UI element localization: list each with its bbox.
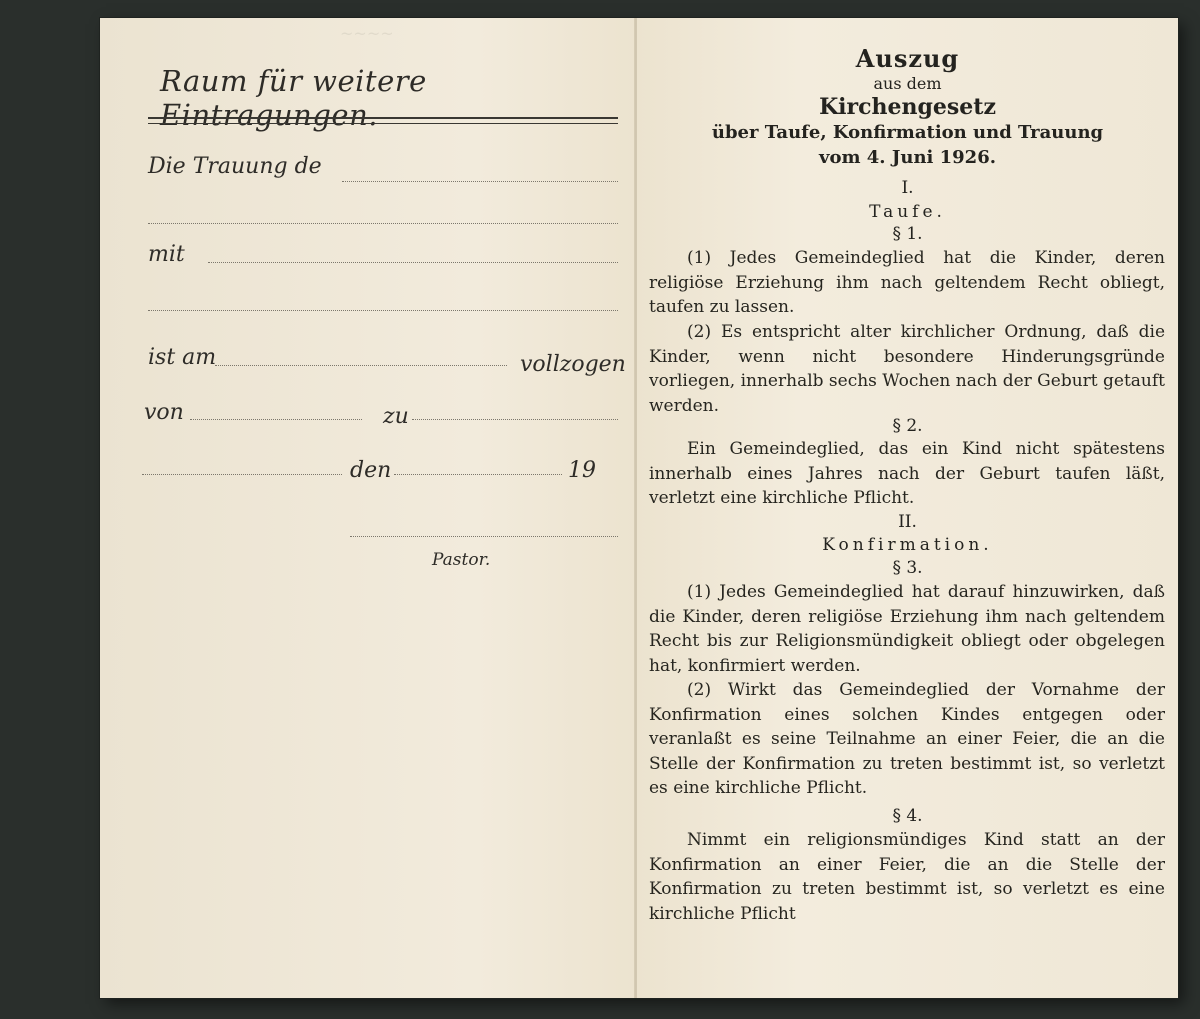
label-vollzogen: vollzogen [520, 352, 626, 377]
label-mit: mit [148, 242, 185, 267]
show-through-decoration: ~~~~ [340, 24, 394, 43]
fill-line-trauung[interactable] [342, 181, 618, 182]
fill-line-mit[interactable] [208, 262, 618, 263]
section-2-paragraph-1: Ein Gemeindeglied, das ein Kind nicht spätestens innerhalb eines Jahres nach der Geburt taufen läßt, verletzt eine kirchliche Pflicht. [649, 439, 1165, 508]
section-3-heading: § 3. [892, 558, 923, 578]
fill-line-ist-am[interactable] [215, 365, 507, 366]
label-ist-am: ist am [148, 345, 217, 370]
label-year-19: 19 [568, 458, 596, 483]
part-1-numeral: I. [901, 178, 914, 198]
part-2-title: Konfirmation. [822, 535, 993, 555]
fill-line-place[interactable] [142, 474, 342, 475]
title-auszug: Auszug [855, 44, 960, 73]
fill-line-den[interactable] [394, 474, 562, 475]
section-2-heading: § 2. [892, 416, 923, 436]
section-4-paragraph-1: Nimmt ein religionsmündiges Kind statt an der Konfirmation an einer Feier, die an die Stelle der Konfirmation zu treten bestimmt ist, so verletzt es eine kirchliche Pflicht [649, 830, 1165, 924]
fill-line-2[interactable] [148, 223, 618, 224]
section-4-heading: § 4. [892, 806, 923, 826]
section-1-paragraph-1: (1) Jedes Gemeindeglied hat die Kinder, deren religiöse Erziehung ihm nach geltendem Recht obliegt, taufen zu lassen. [649, 248, 1165, 317]
label-den: den [350, 458, 392, 483]
fill-line-4[interactable] [148, 310, 618, 311]
title-aus-dem: aus dem [873, 74, 942, 93]
fill-line-zu[interactable] [412, 419, 618, 420]
part-1-title: Taufe. [869, 202, 946, 222]
section-1-paragraph-2: (2) Es entspricht alter kirchlicher Ordnung, daß die Kinder, wenn nicht besondere Hinderungsgründe vorliegen, innerhalb sechs Wochen nach der Geburt getauft werden. [649, 322, 1165, 416]
title-kirchengesetz: Kirchengesetz [819, 94, 996, 120]
left-page [100, 18, 636, 998]
title-date: vom 4. Juni 1926. [819, 147, 996, 168]
label-von: von [144, 400, 184, 425]
label-pastor: Pastor. [432, 550, 491, 570]
booklet [100, 18, 1178, 998]
label-die-trauung: Die Trauung de [148, 154, 322, 179]
fill-line-von[interactable] [190, 419, 362, 420]
fill-line-signature[interactable] [350, 536, 618, 537]
section-3-paragraph-2: (2) Wirkt das Gemeindeglied der Vornahme der Konfirmation eines solchen Kindes entgegen oder veranlaßt es seine Teilnahme an einer Feier, die an die Stelle der Konfirmation zu treten bestimmt ist, so verletzt es eine kirchliche Pflicht. [649, 680, 1165, 798]
section-1-heading: § 1. [892, 224, 923, 244]
heading-rule-top [148, 117, 618, 119]
left-page-heading: Raum für weitere Eintragungen. [160, 64, 427, 132]
right-page [637, 18, 1178, 998]
section-3-paragraph-1: (1) Jedes Gemeindeglied hat darauf hinzuwirken, daß die Kinder, deren religiöse Erziehung ihm nach geltendem Recht bis zur Religionsmündigkeit obliegt oder obgelegen hat, konfirmiert werden. [649, 582, 1165, 676]
part-2-numeral: II. [898, 512, 917, 532]
title-subject: über Taufe, Konfirmation und Trauung [711, 122, 1104, 143]
label-zu: zu [383, 404, 409, 429]
heading-rule-bottom [148, 123, 618, 124]
